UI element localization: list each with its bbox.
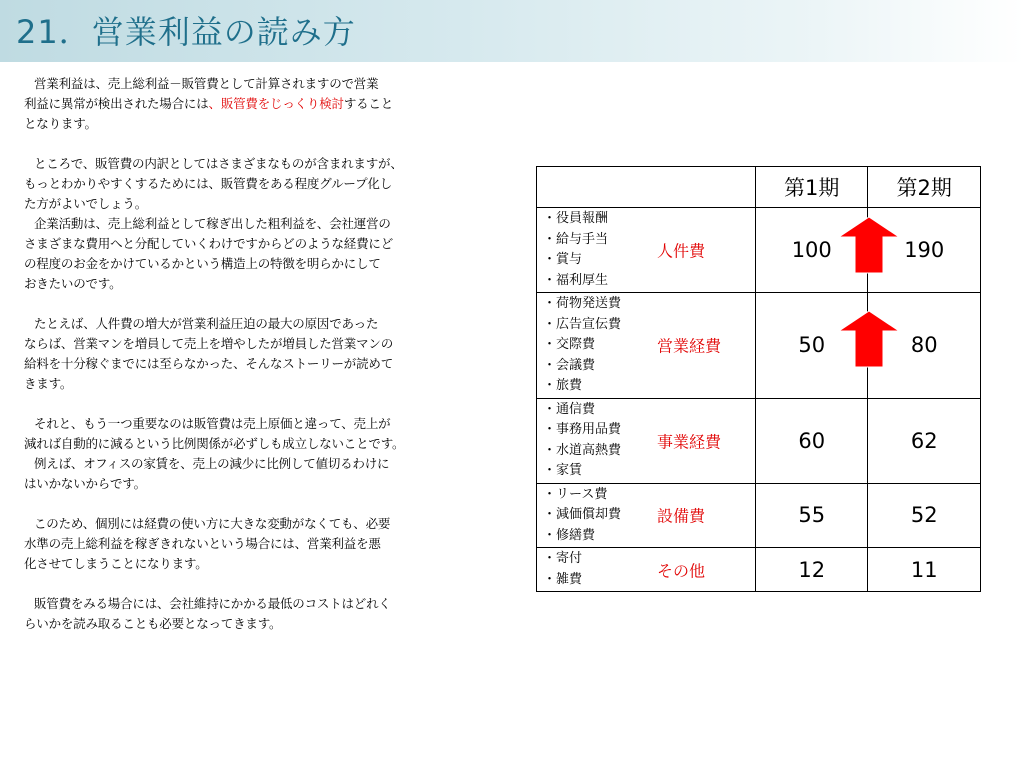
body-line: それと、もう一つ重要なのは販管費は売上原価と違って、売上が <box>34 416 391 431</box>
table-header-row <box>537 167 981 208</box>
category-cell <box>537 208 756 293</box>
value-period-1 <box>755 548 868 592</box>
sga-breakdown-table <box>536 166 981 592</box>
value-period-1 <box>755 398 868 483</box>
expense-item: ・福利厚生 <box>543 272 609 288</box>
body-line: はいかないからです。 <box>24 476 146 491</box>
body-line: きます。 <box>24 376 73 391</box>
table-row-equipment <box>537 483 981 548</box>
value-text: 62 <box>910 428 938 453</box>
expense-item: ・広告宣伝費 <box>543 316 622 332</box>
expense-item: ・賞与 <box>543 252 583 267</box>
body-line: おきたいのです。 <box>24 276 122 291</box>
category-cell <box>537 293 756 399</box>
body-line: ならば、営業マンを増員して売上を増やしたが増員した営業マンの <box>24 336 394 351</box>
body-line: ところで、販管費の内訳としてはさまざまなものが含まれますが、 <box>34 156 403 171</box>
body-line: 企業活動は、売上総利益として稼ぎ出した粗利益を、会社運営の <box>34 216 391 231</box>
expense-item: ・役員報酬 <box>543 211 609 226</box>
body-line: た方がよいでしょう。 <box>24 196 148 211</box>
expense-item: ・旅費 <box>543 378 583 393</box>
expense-item: ・減価償却費 <box>543 507 622 522</box>
expense-item: ・給与手当 <box>543 231 609 247</box>
expense-item: ・寄付 <box>543 551 583 566</box>
expense-item: ・事務用品費 <box>543 422 622 437</box>
value-text: 60 <box>798 428 826 453</box>
category-label: 営業経費 <box>657 336 722 356</box>
body-line: もっとわかりやすくするためには、販管費をある程度グループ化し <box>24 176 393 191</box>
category-label: その他 <box>657 561 706 580</box>
table-row-operations <box>537 398 981 483</box>
category-label: 事業経費 <box>657 432 722 451</box>
body-line: 減れば自動的に減るという比例関係が必ずしも成立しないことです。 <box>24 436 405 451</box>
value-period-2 <box>868 483 981 548</box>
body-line: らいかを読み取ることも必要となってきます。 <box>24 616 282 631</box>
table-row-sales <box>537 293 981 399</box>
header-period-2: 第2期 <box>868 167 981 208</box>
expense-item: ・水道高熱費 <box>543 442 622 458</box>
value-text: 11 <box>910 557 938 582</box>
category-cell <box>537 548 756 592</box>
body-line: このため、個別には経費の使い方に大きな変動がなくても、必要 <box>34 516 391 531</box>
body-text-span: 利益に異常が検出された場合には <box>24 96 209 111</box>
value-period-2 <box>868 548 981 592</box>
category-label: 人件費 <box>657 241 706 261</box>
header-empty-cell <box>537 167 756 208</box>
up-arrow-icon <box>838 310 900 368</box>
value-text: 12 <box>798 557 826 582</box>
table-row-personnel <box>537 208 981 293</box>
value-text: 80 <box>910 333 938 358</box>
category-cell <box>537 483 756 548</box>
expense-item: ・会議費 <box>543 357 596 373</box>
expense-item: ・交際費 <box>543 337 596 352</box>
expense-item: ・荷物発送費 <box>543 296 622 311</box>
header-period-1: 第1期 <box>755 167 868 208</box>
body-line: 販管費をみる場合には、会社維持にかかる最低のコストはどれく <box>34 596 391 611</box>
body-line: 給料を十分稼ぐまでには至らなかった、そんなストーリーが読めて <box>24 356 394 371</box>
expense-item: ・通信費 <box>543 401 596 417</box>
body-line: 例えば、オフィスの家賃を、売上の減少に比例して値切るわけに <box>34 456 390 471</box>
expense-item: ・家賃 <box>543 463 583 478</box>
category-cell <box>537 398 756 483</box>
value-period-1 <box>755 483 868 548</box>
value-text: 50 <box>798 333 826 358</box>
value-text: 190 <box>904 238 945 262</box>
value-text: 100 <box>791 238 832 262</box>
body-line: 営業利益は、売上総利益－販管費として計算されますので営業 <box>34 76 379 91</box>
body-line: たとえば、人件費の増大が営業利益圧迫の最大の原因であった <box>34 316 379 331</box>
value-text: 55 <box>798 503 826 528</box>
body-line: となります。 <box>24 116 97 131</box>
title-bar <box>0 0 1024 62</box>
highlight-text: 、販管費をじっくり検討 <box>208 96 344 111</box>
expense-item: ・リース費 <box>543 486 608 502</box>
body-line: さまざまな費用へと分配していくわけですからどのような経費にど <box>24 236 394 251</box>
value-period-2 <box>868 398 981 483</box>
up-arrow-icon <box>838 216 900 274</box>
body-line: 水準の売上総利益を稼ぎきれないという場合には、営業利益を悪 <box>24 536 381 551</box>
slide-title: 21．営業利益の読み方 <box>16 13 356 51</box>
explanation-text <box>24 74 514 634</box>
body-text-span: すること <box>343 96 394 111</box>
body-line <box>24 94 514 114</box>
body-line: の程度のお金をかけているかという構造上の特徴を明らかにして <box>24 256 381 271</box>
category-label: 設備費 <box>657 506 706 526</box>
value-text: 52 <box>910 503 938 528</box>
body-line: 化させてしまうことになります。 <box>24 556 208 571</box>
expense-item: ・修繕費 <box>543 527 596 543</box>
expense-item: ・雑費 <box>543 571 583 587</box>
table-row-other <box>537 548 981 592</box>
